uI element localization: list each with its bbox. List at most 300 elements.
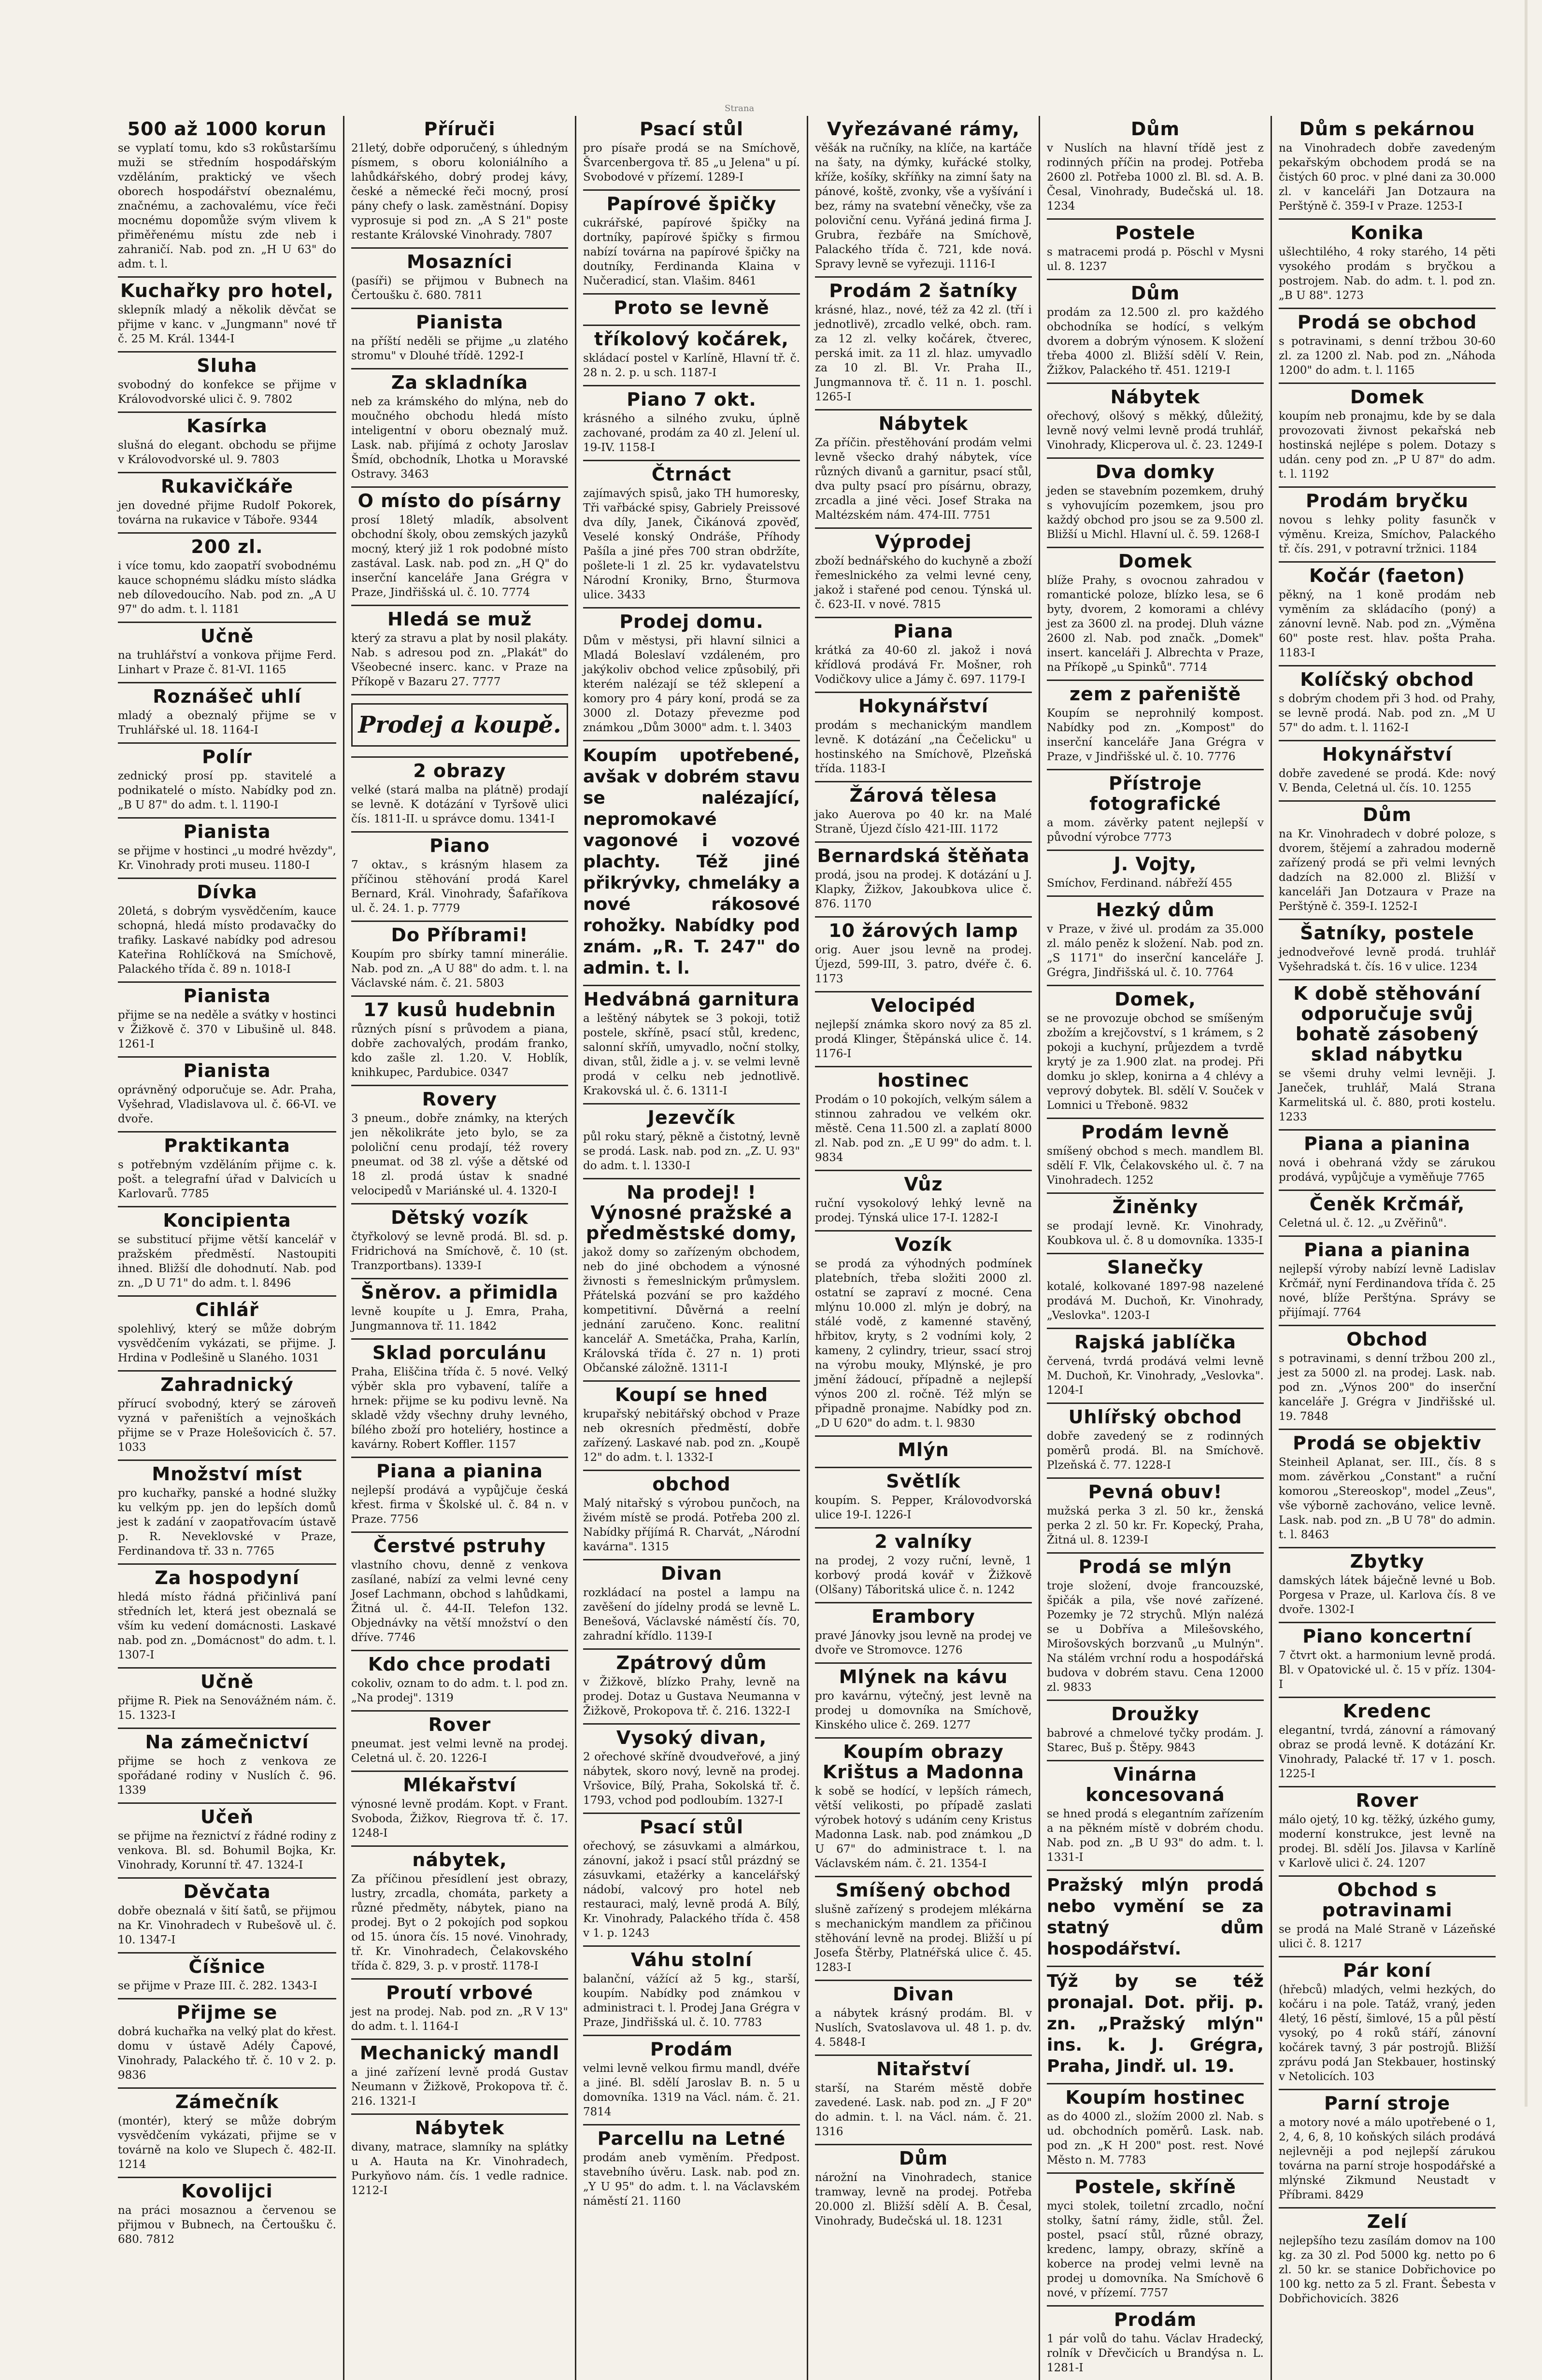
ad-title: Šatníky, postele (1300, 922, 1474, 944)
ad-display-text: Týž by se též pronajal. Dot. přij. p. zn. „Pražský mlýn" ins. k. J. Grégra, Praha, Jindř. ul. 19. (1047, 1971, 1264, 2076)
ad-title: Vůz (904, 1174, 943, 1195)
classified-ad (815, 918, 1032, 992)
classified-ad (1047, 1194, 1264, 1254)
ad-body: v Nuslích na hlavní třídě jest z rodinných příčin na prodej. Potřeba 2600 zl. Potřeba 1000 zl. Bl. sd. A. B. Česal, Vinohrady, Budečská ul. 18. 1234 (1047, 142, 1264, 212)
page-edge (1525, 0, 1528, 2107)
ad-body: zajímavých spisů, jako TH humoresky, Tři vařbácké spisy, Gabriely Preissové dva díly, Janek, Čikánová zpověď, Veselé konský Ondráše, Příhody Pašíla a jiné přes 700 stran obdržíte, pošlete-li 1 zl. 25 kr. vydavatelstvu Národní Kroniky, Brno, Šturmova ulice. 3433 (583, 487, 800, 601)
classified-ad (815, 1664, 1032, 1739)
ad-title: Prodám (1114, 2309, 1197, 2330)
ad-body: krásného a silného zvuku, úplně zachované, prodám za 40 zl. Jelení ul. 19-IV. 1158-I (583, 412, 800, 454)
ad-body: koupím. S. Pepper, Královodvorská ulice 19-I. 1226-I (815, 1494, 1032, 1521)
ad-title: Kočár (faeton) (1309, 565, 1466, 586)
classified-ad (1279, 2209, 1496, 2311)
ad-body: 7 čtvrt okt. a harmonium levně prodá. Bl. v Opatovické ul. č. 15 v příz. 1304-I (1279, 1649, 1496, 1691)
ad-title: Domek (1350, 386, 1425, 408)
ad-body: pro písaře prodá se na Smíchově, Švarcenbergova tř. 85 „u Jelena" u pí. Svobodové v přízemí. 1289-I (583, 142, 800, 184)
classified-ad (1047, 1119, 1264, 1194)
ad-body: nárožní na Vinohradech, stanice tramway, levně na prodej. Potřeba 20.000 zl. Bližší sdělí A. B. Česal, Vinohrady, Budečská ul. 18. 1231 (815, 2171, 1032, 2227)
ad-body: na prodej, 2 vozy ruční, levně, 1 korbový prodá kovář v Žižkově (Olšany) Táboritská ulice č. n. 1242 (815, 1555, 1032, 1596)
ad-title: Sklad porculánu (372, 1342, 547, 1363)
ad-body: cokoliv, oznam to do adm. t. l. pod zn. „Na prodej". 1319 (351, 1677, 568, 1704)
ad-body: i více tomu, kdo zaopatří svobodnému kauce schopnému sládku místo sládka neb dílovedoucího. Nab. pod zn. „A U 97" do adm. t. l. 1181 (118, 560, 336, 616)
classified-ad (1279, 802, 1496, 920)
ad-body: nejlepší prodává a vypůjčuje česká křest. firma v Školské ul. č. 84 n. v Praze. 7756 (351, 1484, 568, 1526)
ad-body: prodám aneb vyměním. Předpost. stavebního úvěru. Lask. nab. pod zn. „Y U 95" do adm. t. l. na Václavském náměstí 21. 1160 (583, 2152, 800, 2208)
ad-body: Za příčin. přestěhování prodám velmi levně všecko drahý nábytek, více různých divanů a garnitur, psací stůl, dva pulty psací pro písárnu, obrazy, zrcadla a jiné věci. Josef Straka na Maltézském nám. 474-III. 7751 (815, 437, 1032, 522)
ad-title: Čerstvé pstruhy (373, 1535, 546, 1557)
classified-ad (1047, 1967, 1264, 2084)
classified-ad (815, 116, 1032, 278)
ad-title: Koupím obrazy Krištus a Madonna (822, 1741, 1025, 1783)
ad-title: Pianista (183, 1060, 271, 1081)
ad-title: Pianista (415, 312, 504, 333)
classified-ad (351, 1458, 568, 1533)
ad-body: různých písní s průvodem a piana, dobře zachovalých, prodám franko, kdo zašle zl. 1.20. V. Hoblík, knihkupec, Pardubice. 0347 (351, 1023, 568, 1079)
classified-ad (351, 116, 568, 249)
column-6 (1271, 116, 1502, 2380)
ad-body: na Vinohradech dobře zavedeným pekařským obchodem prodá se na čistých 60 proc. v plné dani za 30.000 zl. v kanceláři Jan Dotzaura na Perštýně č. 359-I v Praze. 1253-I (1279, 142, 1496, 212)
ad-title: Pár koní (1343, 1960, 1431, 1981)
ad-title: Kolíčský obchod (1300, 669, 1474, 690)
ad-body: červená, tvrdá prodává velmi levně M. Duchoň, Kr. Vinohrady, „Veslovka". 1204-I (1047, 1355, 1264, 1397)
ad-body: čtyřkolový se levně prodá. Bl. sd. p. Fridrichová na Smíchově, č. 10 (st. Tranzportbans). 1339-I (351, 1231, 568, 1272)
ad-body: 7 oktav., s krásným hlasem za příčinou stěhování prodá Karel Bernard, Král. Vinohrady, Šafaříkova ul. č. 24. 1. p. 7779 (351, 859, 568, 915)
ad-title: Zámečník (175, 2091, 279, 2112)
classified-ad (1279, 741, 1496, 802)
ad-title: Příruči (424, 118, 496, 140)
ad-title: Váhu stolní (630, 1949, 753, 1970)
ad-title: 17 kusů hudebnin (363, 999, 556, 1020)
classified-ad (1047, 2084, 1264, 2174)
ad-body: ušlechtilého, 4 roky starého, 14 pěti vysokého prodám s bryčkou a postrojem. Nab. do adm. t. l. pod zn. „B U 88". 1273 (1279, 246, 1496, 302)
ad-title: Přijme se (176, 2002, 278, 2023)
ad-title: Prodá se obchod (1297, 312, 1477, 333)
ad-title: Koupí se hned (614, 1384, 769, 1405)
classified-ad (351, 369, 568, 488)
classified-ad (118, 473, 336, 534)
classified-ad (815, 1739, 1032, 1877)
ad-body: balanční, vážící až 5 kg., starší, koupím. Nabídky pod známkou v administraci t. l. Prodej Jana Grégra v Praze, Jindřišská ul. č. 10. 7783 (583, 1973, 800, 2029)
ad-body: s potřebným vzděláním přijme c. k. pošt. a telegrafní úřad v Dalvicích u Karlovarů. 7785 (118, 1159, 336, 1200)
ad-body: Za příčinou přesídlení jest obrazy, lustry, zrcadla, chomáta, parkety a různé předměty, nábytek, piano na prodej. Byt o 2 pokojích pod sopkou od 15. února čís. 15 nové. Vinohrady, tř. Kr. Vinohradech, Čelakovského třída č. 829, 3. p. v prostř. 1178-I (351, 1873, 568, 1972)
classified-ad (118, 2178, 336, 2252)
ad-body: 1 pár volů do tahu. Václav Hradecký, rolník v Dřevčicích u Brandýsa n. L. 1281-I (1047, 2333, 1264, 2374)
ad-body: Smíchov, Ferdinand. nábřeží 455 (1047, 877, 1232, 890)
ad-title: Kuchařky pro hotel, (120, 280, 334, 301)
ad-title: Polír (202, 746, 252, 767)
classified-ad (1279, 1430, 1496, 1548)
ad-body: Celetná ul. č. 12. „u Zvěřinů". (1279, 1217, 1447, 1230)
page-header: Strana (725, 103, 755, 113)
ad-body: na příští neděli se přijme „u zlatého stromu" v Dlouhé třídě. 1292-I (351, 335, 568, 362)
ad-title: Čtrnáct (651, 464, 732, 485)
ad-title: Číšnice (188, 1956, 266, 1977)
classified-ad (815, 1603, 1032, 1664)
ad-title: Piana (893, 621, 954, 642)
ad-display-text: Koupím upotřebené, avšak v dobrém stavu se nalézající, nepromokavé vagonové i vozové plachty. Též jiné přikrývky, chmeláky a nové rákosové rohožky. Nabídky pod znám. „R. T. 247" do admin. t. l. (583, 746, 800, 978)
ad-body: novou s lehky polity fasunčk v výměnu. Kreiza, Smíchov, Palackého tř. čís. 291, v potravní tržnici. 1184 (1279, 514, 1496, 555)
classified-ad (583, 1382, 800, 1471)
ad-body: krátká za 40-60 zl. jakož i nová křídlová prodává Fr. Mošner, roh Vodičkovy ulice a Jámy č. 697. 1179-I (815, 644, 1032, 686)
ad-body: s potravinami, s denní tržbou 200 zl., jest za 5000 zl. na prodej. Lask. nab. pod zn. „Výnos 200" do inserční kanceláře J. Grégra v Jindřišské ul. 19. 7848 (1279, 1352, 1496, 1423)
classified-ad (1047, 770, 1264, 851)
classified-ad (118, 353, 336, 413)
classified-ad (1047, 1554, 1264, 1701)
ad-title: Dům (1130, 118, 1180, 140)
ad-title: Hokynářství (858, 695, 988, 717)
ad-body: a leštěný nábytek se 3 pokoji, totiž postele, skříně, psací stůl, kredenc, salonní skříň, umyvadlo, noční stolky, divan, stůl, židle a j. v. se velmi levně prodá v celku neb jednotlivě. Krakovská ul. č. 6. 1311-I (583, 1012, 800, 1097)
ad-title: Kredenc (1342, 1700, 1432, 1722)
classified-ad (1279, 1877, 1496, 1957)
ad-body: divany, matrace, slamníky na splátky u A. Hauta na Kr. Vinohradech, Purkyňovo nám. čís. 1 vedle radnice. 1212-I (351, 2141, 568, 2197)
ad-title: Prodá se mlýn (1078, 1556, 1232, 1577)
classified-ad (118, 1133, 336, 1207)
ad-body: orig. Auer jsou levně na prodej. Újezd, 599-III, 3. patro, dvéře č. 6. 1173 (815, 944, 1032, 985)
classified-ad (815, 693, 1032, 782)
classified-ad (1279, 1191, 1496, 1237)
ad-body: Koupím pro sbírky tamní minerálie. Nab. pod zn. „A U 88" do adm. t. l. na Václavské nám. č. 21. 5803 (351, 948, 568, 990)
classified-ad (1279, 1957, 1496, 2090)
ad-title: Prodám (650, 2039, 733, 2060)
ad-body: vlastního chovu, denně z venkova zasílané, nabízí za velmi levné ceny Josef Lachmann, obchod s lahůdkami, Žitná ul. č. 44-II. Telefon 132. Objednávky na větší množství o den dříve. 7746 (351, 1559, 568, 1644)
classified-ad (1279, 1326, 1496, 1430)
ad-body: se všemi druhy velmi levněji. J. Janeček, truhlář, Malá Strana Karmelitská ul. č. 880, proti kostelu. 1233 (1279, 1067, 1496, 1123)
ad-title: Rovery (422, 1089, 498, 1110)
ad-body: 21letý, dobře odporučený, s úhledným písmem, s oboru koloniálního a lahůdkářského, dobrý prodej kávy, české a německé řeči mocný, prosí pány chefy o lask. zaměstnání. Dopisy vyprosuje si pod zn. „A S 21" poste restante Královské Vinohrady. 7807 (351, 142, 568, 241)
ad-body: a nábytek krásný prodám. Bl. v Nuslích, Svatoslavova ul. 48 1. p. dv. 4. 5848-I (815, 2007, 1032, 2049)
classified-ad (815, 782, 1032, 843)
ad-body: velké (stará malba na plátně) prodají se levně. K dotázání v Tyršově ulici čís. 1811-II. u správce domu. 1341-I (351, 784, 568, 825)
classified-ad (815, 1468, 1032, 1529)
classified-ad (583, 1725, 800, 1814)
ad-body: slušně zařízený s prodejem mlékárna s mechanickým mandlem za přičinou stěhování levně na prodej. Bližší u pí Josefa Štěrby, Platnéřská ulice č. 45. 1283-I (815, 1903, 1032, 1974)
classified-ad (1047, 1701, 1264, 1761)
classified-ad (1047, 1479, 1264, 1554)
ad-body: pro kavárnu, výtečný, jest levně na prodej u domovníka na Smíchově, Kinského ulice č. 269. 1277 (815, 1690, 1032, 1731)
ad-body: troje složení, dvoje francouzské, špičák a pila, vše nové zařízené. Pozemky je 72 strychů. Mlýn nalézá se u Dobříva a Milešovského, Mirošovských borzvanů „u Mulnýn". Na stálém vrchní rodu a hospodářská budova v dobrém stavu. Cena 12000 zl. 9833 (1047, 1580, 1264, 1694)
classified-ad (118, 819, 336, 879)
ad-title: Prodám bryčku (1306, 490, 1469, 511)
classified-ad (1279, 1131, 1496, 1191)
classified-ad (815, 618, 1032, 693)
classified-ad (583, 1560, 800, 1650)
ad-title: Dům (1130, 283, 1180, 304)
ad-body: v Žižkově, blízko Prahy, levně na prodej. Dotaz u Gustava Neumanna v Žižkově, Prokopova tř. č. 216. 1322-I (583, 1676, 800, 1717)
ad-body: se vyplatí tomu, kdo s3 rokůstaršímu muži se středním hospodářským vzděláním, praktický ve všech oborech hospodářství obeznalému, značnému, a zachovalému, více řeči mocnému dopomůže svým vlivem k přiměřenému místu zde neb i zahraničí. Nab. pod zn. „H U 63" do adm. t. l. (118, 142, 336, 270)
ad-body: a mom. závěrky patent nejlepší v původní výrobce 7773 (1047, 817, 1264, 844)
ad-body: elegantní, tvrdá, zánovní a rámovaný obraz se prodá levně. K dotázání Kr. Vinohrady, Palacké tř. 17 v 1. posch. 1225-I (1279, 1724, 1496, 1780)
ad-title: Zelí (1367, 2211, 1408, 2232)
column-5 (1039, 116, 1271, 2380)
ad-title: Bernardská štěňata (817, 845, 1030, 866)
ad-title: Prodá se objektiv (1293, 1432, 1482, 1454)
ad-title: Mosazníci (407, 251, 513, 272)
ad-title: Hedvábná garnitura (583, 989, 800, 1010)
classified-ad (583, 116, 800, 191)
ad-body: jakož domy so zařízeným obchodem, neb do jiné obchodem a výnosné živnosti s řemeslnickým průmyslem. Přátelská pozvání se pro každého kompetitivní. Důvěrná a reelní jednání zaručeno. Konc. realitní kancelář A. Smetáčka, Praha, Karlín, Královská třída č. 27 n. 1) proti Občanské záložně. 1311-I (583, 1246, 800, 1374)
ad-title: Mlékařství (403, 1774, 516, 1796)
section-heading: Prodej a koupě. (351, 703, 568, 747)
ad-title: Zahradnický (160, 1374, 294, 1395)
classified-ad (118, 1461, 336, 1565)
ad-body: se ne provozuje obchod se smíšeným zbožím a krejčovství, s 1 krámem, s 2 pokoji a kuchyní, průjezdem a tvrdě krytý je za 1.900 zlat. na prodej. Při domku jo sklep, konirna a 4 chlévy a veprový dobytek. Bl. sdělí V. Souček v Lomnici u Třeboně. 9832 (1047, 1012, 1264, 1112)
ad-body: blíže Prahy, s ovocnou zahradou v romantické poloze, blízko lesa, se 6 byty, dvorem, 2 komorami a chlévy jest za 3600 zl. na prodej. Dluh vázne 2600 zl. Nab. pod značk. „Domek" insert. kanceláři J. Albrechta v Praze, na Příkopě „u Spinků". 7714 (1047, 574, 1264, 674)
ad-title: Prodám 2 šatníky (829, 280, 1018, 301)
classified-ad (583, 326, 800, 386)
ad-title: Uhlířský obchod (1068, 1406, 1242, 1428)
ad-title: Pianista (183, 821, 271, 842)
ad-body: Dům v městysi, při hlavní silnici a Mladá Boleslaví vzdáleném, pro jakýkoliv obchod velice způsobilý, při kterém nalézají se též sklepení a komory pro 4 páry koní, prodá se za 3000 zl. Dotazy převezme pod známkou „Dům 3000" adm. t. l. 3403 (583, 635, 800, 734)
classified-ad (815, 278, 1032, 411)
ad-title: 2 obrazy (413, 760, 506, 781)
classified-ad (1047, 1404, 1264, 1479)
ad-body: k sobě se hodící, v lepších rámech, větší velikosti, po případě zaslati výrobek hotový s udáním ceny Kristus Madonna Lask. nab. pod známkou „D U 67" do administrace t. l. na Václavském nám. č. 21. 1354-I (815, 1785, 1032, 1870)
classified-ad (815, 1232, 1032, 1437)
classified-ad (118, 1669, 336, 1729)
ad-title: Slanečky (1107, 1257, 1204, 1278)
ad-title: Vinárna koncesovaná (1085, 1764, 1225, 1805)
classified-ad (118, 683, 336, 744)
ad-body: se prodá na Malé Straně v Lázeňské ulici č. 8. 1217 (1279, 1923, 1496, 1950)
ad-title: Za skladníka (391, 372, 528, 393)
classified-ad (583, 1947, 800, 2036)
classified-ad (118, 1058, 336, 1133)
ad-title: Jezevčík (647, 1107, 736, 1128)
ad-title: Nábytek (878, 413, 969, 434)
ad-title: Žárová tělesa (849, 785, 998, 806)
ad-body: damských látek báječně levné u Bob. Porgesa v Praze, ul. Karlova čís. 8 ve dvoře. 1302-I (1279, 1574, 1496, 1616)
classified-ad (815, 1877, 1032, 1981)
ad-body: prodám s mechanickým mandlem levně. K dotázání „na Čečelicku" u hostinského na Smíchově, Plzeňská třída. 1183-I (815, 719, 1032, 775)
ad-body: Koupím se neprohnilý kompost. Nabídky pod zn. „Kompost" do inserční kanceláře Jana Grégra v Praze, v Jindřišské ul. č. 10. 7776 (1047, 707, 1264, 763)
column-2 (343, 116, 575, 2380)
classified-ad (1047, 220, 1264, 280)
ad-title: Nábytek (414, 2117, 505, 2139)
classified-ad (1279, 116, 1496, 220)
ad-body: dobře zavedený se z rodinných poměrů prodá. Bl. na Smíchově. Plzeňská č. 77. 1228-I (1047, 1430, 1264, 1472)
classified-ad (351, 1712, 568, 1772)
ad-body: se přijme v Praze III. č. 282. 1343-I (118, 1980, 317, 1992)
ad-title: Piana a pianina (1304, 1239, 1471, 1261)
classified-ad (351, 1772, 568, 1847)
ad-title: Mlýnek na kávu (839, 1666, 1008, 1687)
ad-title: Piano 7 okt. (627, 389, 757, 410)
ad-title: Množství míst (152, 1463, 302, 1485)
ad-title: Roznášeč uhlí (153, 686, 301, 707)
ad-title: Výprodej (875, 531, 972, 552)
ad-body: 2 ořechové skříně dvoudveřové, a jiný nábytek, skoro nový, levně na prodej. Vršovice, Bílý, Praha, Sokolská tř. č. 1793, vchod pod podloubím. 1327-I (583, 1751, 800, 1807)
ad-title: Žiněnky (1112, 1196, 1199, 1218)
ad-title: K době stěhování odporučuje svůj bohatě zásobený sklad nábytku (1293, 983, 1481, 1065)
classified-ad (351, 2115, 568, 2203)
ad-body: na Kr. Vinohradech v dobré poloze, s dvorem, štějemí a zahradou moderně zařízený prodá se při velmi levných dadzích na 82.000 zl. Bližší v kanceláři Jan Dotzaura v Praze na Perštýně č. 359-I. 1252-I (1279, 828, 1496, 913)
ad-body: který za stravu a plat by nosil plakáty. Nab. s adresou pod zn. „Plakát" do Všeobecné inserc. kanc. v Praze na Příkopě v Bazaru 27. 7777 (351, 632, 568, 688)
classified-ad (351, 1533, 568, 1651)
classified-ad (815, 1067, 1032, 1171)
ad-title: Domek, (1114, 989, 1196, 1010)
ad-body: smíšený obchod s mech. mandlem Bl. sdělí F. Vlk, Čelakovského ul. č. 7 na Vinohradech. 1252 (1047, 1145, 1264, 1187)
classified-ad (1279, 220, 1496, 309)
ad-body: se prodá za výhodných podmínek platebních, třeba složiti 2000 zl. ostatní se zapraví z mocné. Cena mlýnu 10.000 zl. mlýn je dobrý, na stálé vodě, z kamenné stavěný, hřbitov, kryty, s 2 vodními koly, 2 kameny, 2 cylindry, trieur, ssací stroj na výrobu mouky, Mlýnské, je pro jmění žádoucí, případně a nejlepší výnos 200 zl. ročně. Též mlýn se připadně pronajme. Nabídky pod zn. „D U 620" do adm. t. l. 9830 (815, 1258, 1032, 1430)
ad-body: s matracemi prodá p. Pöschl v Mysni ul. 8. 1237 (1047, 246, 1264, 273)
classified-ad (118, 1804, 336, 1879)
classified-ad (815, 1981, 1032, 2056)
classified-ads-page (111, 116, 1502, 2374)
classified-ad (1279, 980, 1496, 1131)
ad-title: Domek (1118, 551, 1193, 572)
ad-body: hledá místo řádná přičinlivá paní středních let, která jest obeznalá se vším ku vedení domácnosti. Laskavé nab. pod zn. „Domácnost" do adm. t. l. 1307-I (118, 1591, 336, 1661)
ad-body: babrové a chmelové tyčky prodám. J. Starec, Buš p. Štěpy. 9843 (1047, 1727, 1264, 1754)
classified-ad (1047, 1871, 1264, 1967)
ad-title: Dům (899, 2148, 948, 2169)
ad-body: půl roku starý, pěkně a čistotný, levně se prodá. Lask. nab. pod zn. „Z. U. 93" do adm. t. l. 1330-I (583, 1131, 800, 1172)
ad-display-text: Pražský mlýn prodá nebo vymění se za statný dům hospodářství. (1047, 1875, 1264, 1959)
ad-title: Světlík (886, 1471, 961, 1492)
classified-ad (815, 411, 1032, 529)
classified-ad (118, 1879, 336, 1954)
ad-body: skládací postel v Karlíně, Hlavní tř. č. 28 n. 2. p. u sch. 1187-I (583, 352, 800, 379)
ad-body: málo ojetý, 10 kg. těžký, úzkého gumy, moderní konstrukce, jest levně na prodej. Bl. sdělí Jos. Jilavsa v Karlíně v Karlově ulici č. 24. 1207 (1279, 1813, 1496, 1870)
ad-body: na truhlářství a vonkova přijme Ferd. Linhart v Praze č. 81-VI. 1165 (118, 649, 336, 676)
classified-ad (1047, 280, 1264, 384)
ad-body: mužská perka 3 zl. 50 kr., ženská perka 2 zl. 50 kr. Fr. Kopecký, Praha, Žitná ul. 8. 1239-I (1047, 1505, 1264, 1546)
classified-ad (583, 1471, 800, 1560)
ad-title: Vyřezávané rámy, (827, 118, 1020, 140)
ad-title: Piana a pianina (376, 1460, 543, 1482)
ad-title: Koupím hostinec (1065, 2087, 1245, 2108)
classified-ad (1047, 548, 1264, 681)
ad-title: Piano koncertní (1302, 1626, 1472, 1647)
classified-ad (815, 529, 1032, 618)
ad-body: koupím neb pronajmu, kde by se dala provozovati živnost pekařská neb hostinská nejlépe s polem. Dotazy s udán. ceny pod zn. „P U 87" do adm. t. l. 1192 (1279, 410, 1496, 481)
ad-body: ruční vysokolový lehký levně na prodej. Týnská ulice 17-I. 1282-I (815, 1197, 1032, 1224)
ad-body: prosí 18letý mladík, absolvent obchodní školy, obou zemských jazyků mocný, který již 1 rok podobné místo zastával. Lask. nab. pod zn. „H Q" do inserční kanceláře Jana Grégra v Praze, Jindřišská ul. č. 10. 7774 (351, 514, 568, 599)
ad-body: 20letá, s dobrým vysvědčením, kauce schopná, hledá místo prodavačky do trafiky. Laskavé nabídky pod adresou Kateřina Rohlíčková na Smíchově, Palackého třída č. 89 n. 1018-I (118, 905, 336, 976)
ad-title: Koncipienta (163, 1210, 291, 1231)
classified-ad (815, 2056, 1032, 2145)
ad-title: Praktikanta (164, 1135, 290, 1156)
ad-title: Učeň (200, 1806, 254, 1828)
ad-title: Divan (892, 1983, 955, 2005)
ad-title: Postele, skříně (1074, 2176, 1236, 2197)
classified-ad (118, 1207, 336, 1297)
classified-ad (1047, 986, 1264, 1119)
classified-ad (815, 1171, 1032, 1232)
ad-title: 200 zl. (191, 536, 263, 557)
column-4 (807, 116, 1039, 2380)
ad-title: Dům (1362, 804, 1412, 825)
ad-body: se prodají levně. Kr. Vinohrady, Koubkova ul. č. 8 u domovníka. 1335-I (1047, 1220, 1264, 1247)
ad-title: tříkolový kočárek, (594, 328, 789, 350)
ad-title: Učně (200, 625, 254, 647)
ad-title: Psací stůl (639, 118, 744, 140)
ad-body: s potravinami, s denní tržbou 30-60 zl. za 1200 zl. Nab. pod zn. „Náhoda 1200" do adm. t. l. 1165 (1279, 335, 1496, 377)
ad-body: jest na prodej. Nab. pod zn. „R V 13" do adm. t. l. 1164-I (351, 2006, 568, 2033)
ad-title: Piana a pianina (1304, 1133, 1471, 1154)
ad-title: Sluha (197, 355, 257, 376)
ad-title: Mechanický mandl (359, 2042, 560, 2064)
ad-title: 10 žárových lamp (828, 920, 1018, 941)
ad-body: přijme R. Piek na Senovážném nám. č. 15. 1323-I (118, 1695, 336, 1722)
classified-ad (815, 992, 1032, 1067)
ad-body: a motory nové a málo upotřebené o 1, 2, 4, 6, 8, 10 koňských silách prodává nejlevněji a pod nejlepší zárukou továrna na parní stroje hospodářské a mlýnské Zikmund Neustadt v Příbrami. 8429 (1279, 2116, 1496, 2201)
ad-body: starší, na Starém městě dobře zavedené. Lask. nab. pod zn. „J F 20" do admin. t. l. na Václ. nám. č. 21. 1316 (815, 2082, 1032, 2138)
ad-body: na práci mosaznou a červenou se přijmou v Bubnech, na Čertoušku č. 680. 7812 (118, 2204, 336, 2246)
ad-body: přijme se hoch z venkova ze spořádané rodiny v Nuslích č. 96. 1339 (118, 1755, 336, 1797)
ad-body: pravé Jánovky jsou levně na prodej ve dvoře ve Stromovce. 1276 (815, 1629, 1032, 1657)
classified-ad (583, 386, 800, 461)
ad-title: O místo do písárny (357, 490, 562, 511)
ad-body: sklepník mladý a několik děvčat se přijme v kanc. v „Jungmann" nové tř č. 25 M. Král. 1344-I (118, 304, 336, 345)
classified-ad (1279, 1698, 1496, 1787)
ad-body: jeden se stavebním pozemkem, druhý s vyhovujícím pozemkem, jsou pro každý obchod pro jsou se za 9.500 zl. Bližší u Michl. Hlavní ul. č. 59. 1268-I (1047, 485, 1264, 541)
classified-ad (118, 278, 336, 353)
classified-ad (351, 758, 568, 833)
ad-body: nejlepšího tezu zasílám domov na 100 kg. za 30 zl. Pod 5000 kg. netto po 6 zl. 50 kr. se stanice Dobřichovice po 100 kg. netto za 5 zl. Frant. Šebesta v Dobřichovicích. 3826 (1279, 2235, 1496, 2305)
ad-title: Pianista (183, 985, 271, 1006)
ad-title: zem z pařeniště (1069, 683, 1242, 705)
ad-title: Piano (429, 835, 490, 856)
ad-title: Hezký dům (1096, 899, 1215, 921)
ad-title: Hledá se muž (387, 609, 532, 630)
classified-ad (1279, 1623, 1496, 1698)
ad-body: jen dovedné přijme Rudolf Pokorek, továrna na rukavice v Táboře. 9344 (118, 499, 336, 526)
classified-ad (118, 744, 336, 819)
classified-ad (583, 1105, 800, 1179)
ad-title: 2 valníky (874, 1531, 972, 1552)
ad-title: Do Příbrami! (391, 924, 528, 946)
classified-ad (583, 461, 800, 609)
ad-body: přírucí svobodný, který se zároveň vyzná v pařeništích a vejnoškách přijme se v Praze Holešovicích č. 57. 1033 (118, 1398, 336, 1454)
ad-body: rozkládací na postel a lampu na zavěšení do jídelny prodá se levně L. Benešová, Václavské náměstí čís. 70, zahradní křídlo. 1139-I (583, 1587, 800, 1643)
column-3 (575, 116, 807, 2380)
ad-title: Erambory (871, 1606, 975, 1627)
ad-title: Psací stůl (639, 1816, 744, 1838)
classified-ad (118, 116, 336, 278)
classified-ad (583, 1814, 800, 1947)
ad-body: přijme se na neděle a svátky v hostinci v Žižkově č. 370 v Libušině ul. 848. 1261-I (118, 1009, 336, 1050)
classified-ad (351, 1279, 568, 1340)
classified-ad (118, 1372, 336, 1461)
ad-title: Přístroje fotografické (1089, 773, 1221, 814)
ad-body: kotalé, kolkované 1897-98 nazelené prodává M. Duchoň, Kr. Vinohrady, „Veslovka". 1203-I (1047, 1280, 1264, 1322)
ad-body: nová i obehraná vždy se zárukou prodává, vypůjčuje a vyměňuje 7765 (1279, 1157, 1496, 1184)
ad-title: Dům s pekárnou (1299, 118, 1475, 140)
classified-ad (583, 741, 800, 986)
ad-title: Prodám levně (1081, 1121, 1229, 1143)
classified-ad (583, 295, 800, 326)
classified-ad (118, 879, 336, 983)
classified-ad (118, 413, 336, 473)
ad-body: pěkný, na 1 koně prodám neb vyměním za skládacího (poný) a zánovní levně. Nab. pod zn. „Výměna 60" poste rest. hlav. pošta Praha. 1183-I (1279, 589, 1496, 659)
ad-title: 500 až 1000 korun (127, 118, 327, 140)
classified-ad (583, 1650, 800, 1725)
ad-title: J. Vojty, (1114, 853, 1197, 875)
ad-body: se přijme v hostinci „u modré hvězdy", Kr. Vinohrady proti museu. 1180-I (118, 845, 336, 872)
ad-body: pneumat. jest velmi levně na prodej. Celetná ul. č. 20. 1226-I (351, 1738, 568, 1765)
ad-title: Zpátrový dům (616, 1652, 767, 1673)
classified-ad (1279, 563, 1496, 666)
ad-title: Konika (1350, 222, 1424, 243)
ad-title: Rukavičkáře (161, 476, 293, 497)
ad-body: ořechový, se zásuvkami a almárkou, zánovní, jakož i psací stůl prázdný se zásuvkami, etažérky a kancelářský nádobí, valcový pro hotel neb restauraci, malý, levně prodá A. Bílý, Kr. Vinohrady, Palackého třída č. 458 v 1. p. 1243 (583, 1840, 800, 1940)
ad-title: Nábytek (1110, 386, 1200, 408)
classified-ad (118, 1565, 336, 1669)
ad-title: Vozík (895, 1234, 952, 1255)
ad-title: Obchod (1346, 1329, 1428, 1350)
classified-ad (1279, 488, 1496, 563)
ad-body: slušná do elegant. obchodu se přijme v Královodvorské ul. 9. 7803 (118, 439, 336, 466)
